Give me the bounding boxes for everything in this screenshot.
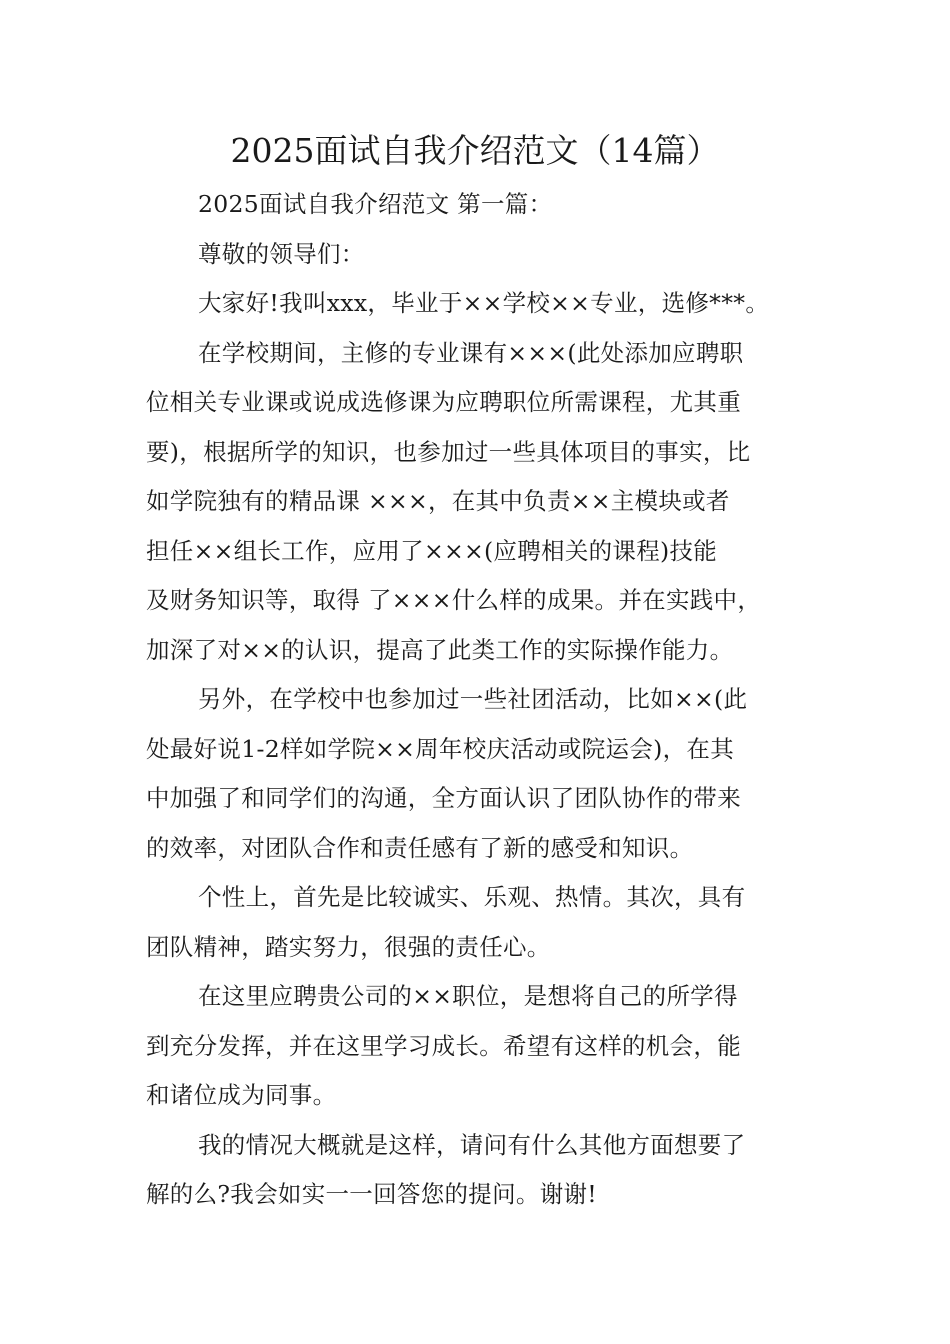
text-line: 解的么?我会如实一一回答您的提问。谢谢! [146,1180,598,1208]
text-line: 2025面试自我介绍范文 第一篇： [198,190,553,218]
text-line: 位相关专业课或说成选修课为应聘职位所需课程，尤其重 [146,388,741,416]
text-line: 我的情况大概就是这样，请问有什么其他方面想要了 [198,1130,746,1159]
text-line: 加深了对××的认识，提高了此类工作的实际操作能力。 [146,635,734,664]
text-line: 处最好说1-2样如学院××周年校庆活动或院运会)，在其 [146,734,734,763]
text-line: 的效率，对团队合作和责任感有了新的感受和知识。 [146,833,694,862]
text-line: 如学院独有的精品课 ×××，在其中负责××主模块或者 [146,487,730,515]
text-line: 要)，根据所学的知识，也参加过一些具体项目的事实，比 [146,437,751,466]
text-line: 担任××组长工作，应用了×××(应聘相关的课程)技能 [146,536,718,565]
text-line: 在学校期间，主修的专业课有×××(此处添加应聘职 [198,338,744,367]
text-line: 尊敬的领导们： [198,239,365,268]
text-line: 中加强了和同学们的沟通，全方面认识了团队协作的带来 [146,784,741,812]
text-line: 大家好!我叫xxx，毕业于××学校××专业，选修***。 [198,289,770,317]
text-line: 和诸位成为同事。 [146,1081,337,1109]
text-line: 个性上，首先是比较诚实、乐观、热情。其次，具有 [198,883,746,911]
text-line: 到充分发挥，并在这里学习成长。希望有这样的机会，能 [146,1031,741,1060]
text-line: 在这里应聘贵公司的××职位，是想将自己的所学得 [198,982,738,1010]
text-line: 及财务知识等，取得 了×××什么样的成果。并在实践中， [146,586,762,614]
document-body [146,180,826,1220]
text-line: 另外，在学校中也参加过一些社团活动，比如××(此 [198,685,748,713]
text-line: 团队精神，踏实努力，很强的责任心。 [146,932,551,961]
document-title: 2025面试自我介绍范文（14篇） [230,131,720,170]
